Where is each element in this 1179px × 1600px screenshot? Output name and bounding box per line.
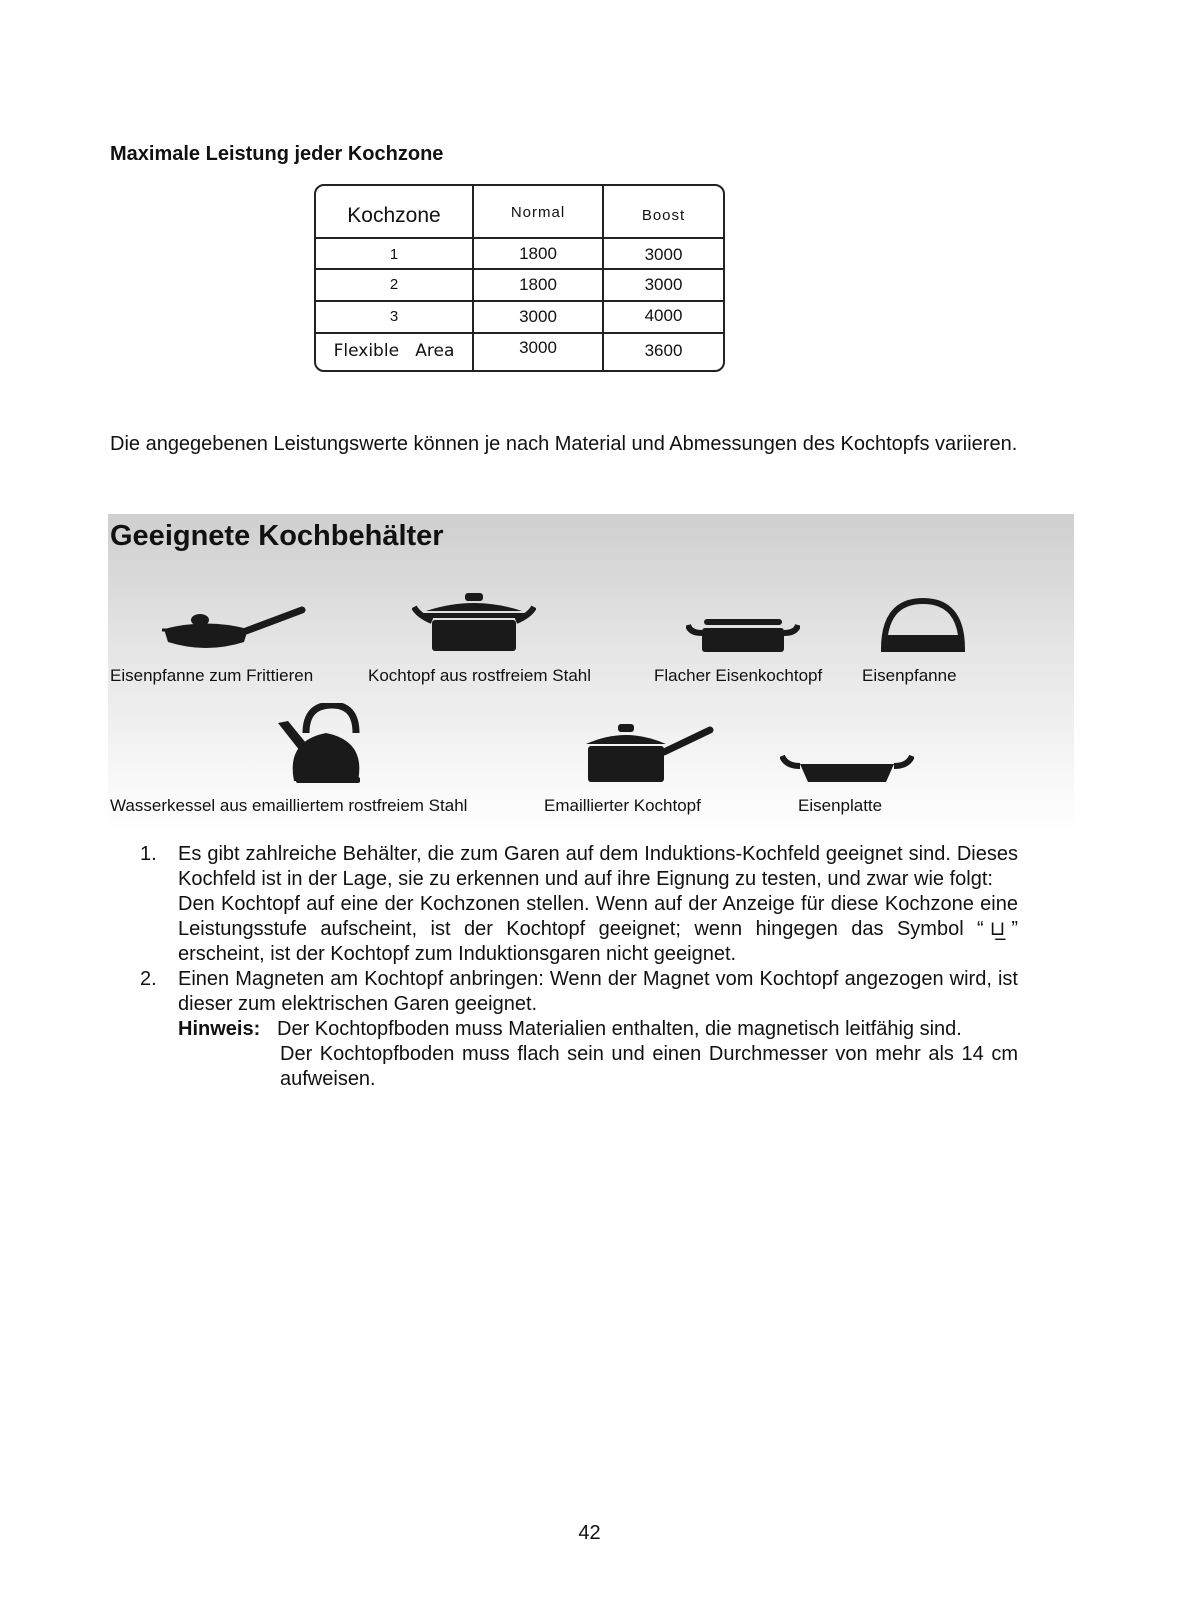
table-cell: 1800 xyxy=(519,275,557,294)
list-number: 1. xyxy=(140,843,157,865)
saucepan-icon xyxy=(584,724,714,784)
cookware-label: Eisenpfanne xyxy=(862,666,957,685)
wok-icon xyxy=(880,597,966,655)
cookware-label: Flacher Eisenkochtopf xyxy=(654,666,823,685)
cookware-label: Wasserkessel aus emailliertem rostfreiem Stahl xyxy=(110,796,468,815)
table-cell: 3000 xyxy=(644,275,683,294)
griddle-plate-icon xyxy=(780,752,914,786)
list-item xyxy=(140,967,1018,1092)
power-heading: Maximale Leistung jeder Kochzone xyxy=(110,143,444,165)
list-text: Es gibt zahlreiche Behälter, die zum Garen auf dem Induktions-Kochfeld geeignet sind. Dieses Kochfeld ist in der Lage, sie zu erkennen und auf ihre Eignung zu testen, und zwar wie folgt: xyxy=(178,843,1018,890)
table-cell: 3600 xyxy=(644,341,683,360)
table-header-boost: Boost xyxy=(641,207,686,224)
table-header-zone: Kochzone xyxy=(347,204,441,227)
table-header-normal: Normal xyxy=(510,204,566,221)
table-cell: 2 xyxy=(389,276,399,293)
table-cell: 1800 xyxy=(519,244,557,263)
table-divider xyxy=(316,300,723,302)
power-table xyxy=(314,184,725,372)
instructions-list xyxy=(140,842,1018,1092)
stock-pot-icon xyxy=(412,593,536,653)
list-item xyxy=(140,842,1018,967)
flat-pot-icon xyxy=(686,619,800,653)
kettle-icon xyxy=(276,703,366,785)
table-cell: 3 xyxy=(389,308,399,325)
error-symbol: ⊔̲ xyxy=(989,918,1006,940)
list-text-part: Den Kochtopf auf eine der Kochzonen stellen. Wenn auf der Anzeige für diese Kochzone eine Leistungsstufe aufscheint, ist der Kochtopf geeignet; wenn hingegen das Symbol “ xyxy=(178,893,1018,940)
cookware-label: Kochtopf aus rostfreiem Stahl xyxy=(368,666,592,685)
cookware-label: Eisenpfanne zum Frittieren xyxy=(110,666,314,685)
table-divider xyxy=(316,268,723,270)
table-cell: 1 xyxy=(389,246,399,263)
hint-block xyxy=(178,1017,1018,1092)
table-divider xyxy=(316,332,723,334)
hint-text: Der Kochtopfboden muss flach sein und einen Durchmesser von mehr als 14 cm aufweisen. xyxy=(280,1043,1018,1090)
cookware-label: Eisenplatte xyxy=(798,796,883,815)
table-cell: 3000 xyxy=(519,338,557,357)
list-text-part: ” erscheint, ist der Kochtopf zum Induktionsgaren nicht geeignet. xyxy=(178,918,1018,965)
cookware-label: Emaillierter Kochtopf xyxy=(544,796,701,815)
table-cell: 3000 xyxy=(644,245,683,264)
table-divider xyxy=(316,237,723,239)
frying-pan-with-lid-icon xyxy=(160,604,306,656)
power-note: Die angegebenen Leistungswerte können je nach Material und Abmessungen des Kochtopfs variieren. xyxy=(110,433,1018,455)
list-text xyxy=(178,892,1018,967)
table-cell: 3000 xyxy=(519,307,557,326)
list-text: Einen Magneten am Kochtopf anbringen: Wenn der Magnet vom Kochtopf angezogen wird, ist dieser zum elektrischen Garen geeignet. xyxy=(178,968,1018,1015)
hint-label: Hinweis: xyxy=(178,1018,261,1040)
hint-text: Der Kochtopfboden muss Materialien enthalten, die magnetisch leitfähig sind. xyxy=(277,1018,962,1040)
page-number: 42 xyxy=(578,1522,601,1544)
list-number: 2. xyxy=(140,968,157,990)
section-title: Geeignete Kochbehälter xyxy=(110,520,444,552)
table-cell: 4000 xyxy=(644,306,683,325)
table-cell: Flexible Area xyxy=(333,341,455,361)
